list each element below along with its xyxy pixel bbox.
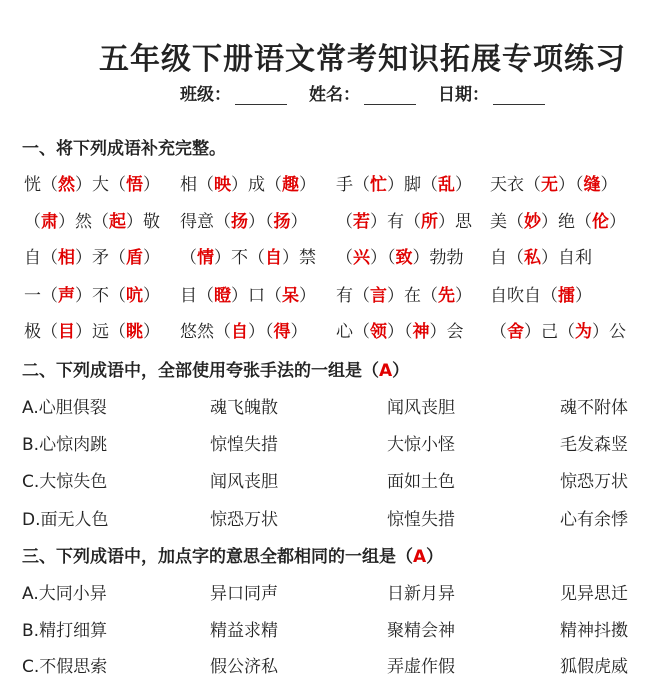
idiom-item: [180, 207, 308, 232]
option-idiom: 闻风丧胆: [210, 472, 278, 492]
idiom-item: [180, 170, 316, 195]
idiom-answer-char[interactable]: 声: [58, 286, 75, 306]
idiom-text: ）: [290, 322, 308, 342]
idiom-text: ）（: [370, 248, 396, 268]
idiom-text: ）（: [248, 212, 274, 232]
idiom-answer-char[interactable]: 妙: [524, 212, 541, 232]
idiom-text: ）公: [592, 322, 626, 342]
idiom-text: ）勃勃: [412, 248, 464, 268]
idiom-text: ）远（: [75, 322, 126, 342]
idiom-row: [0, 281, 665, 309]
idiom-row: [0, 207, 665, 235]
option-idiom: 弄虚作假: [387, 657, 455, 677]
option-row[interactable]: [0, 579, 665, 607]
idiom-answer-char[interactable]: 肃: [41, 212, 58, 232]
idiom-text: ）脚（: [387, 175, 438, 195]
idiom-answer-char[interactable]: 吭: [126, 286, 143, 306]
idiom-text: ）: [143, 248, 160, 268]
idiom-text: 自（: [24, 248, 58, 268]
idiom-text: （: [41, 175, 58, 195]
section2-heading: [22, 356, 409, 381]
option-idiom: D.面无人色: [22, 510, 109, 530]
idiom-answer-char[interactable]: 目: [58, 322, 75, 342]
idiom-text: ）: [299, 286, 316, 306]
option-idiom: A.大同小异: [22, 584, 107, 604]
idiom-answer-char[interactable]: 扬: [231, 212, 248, 232]
option-idiom: B.心惊肉跳: [22, 435, 108, 455]
idiom-answer-char[interactable]: 自: [231, 322, 248, 342]
option-idiom: 惊惶失措: [387, 510, 455, 530]
idiom-item: [490, 207, 626, 232]
option-idiom: 见异思迁: [560, 584, 628, 604]
option-idiom: 心有余悸: [560, 510, 628, 530]
idiom-item: [24, 281, 160, 306]
section2-heading-close: ）: [392, 361, 410, 381]
idiom-answer-char[interactable]: 映: [214, 175, 231, 195]
idiom-text: ）: [290, 212, 308, 232]
idiom-item: [490, 243, 592, 268]
option-idiom: 面如土色: [387, 472, 455, 492]
section2-heading-text: 二、下列成语中，全部使用夸张手法的一组是（: [22, 361, 379, 381]
option-idiom: A.心胆俱裂: [22, 398, 107, 418]
option-idiom: 异口同声: [210, 584, 278, 604]
idiom-answer-char[interactable]: 乱: [438, 175, 455, 195]
idiom-row: [0, 317, 665, 345]
section3-heading: [22, 542, 443, 567]
idiom-text: ）: [600, 175, 618, 195]
option-row[interactable]: [0, 616, 665, 644]
idiom-text: 自吹自（: [490, 286, 558, 306]
student-info-bar: [0, 80, 665, 105]
option-row[interactable]: [0, 430, 665, 458]
idiom-answer-char[interactable]: 相: [58, 248, 75, 268]
option-idiom: 惊惶失措: [210, 435, 278, 455]
idiom-text: ）敬: [126, 212, 160, 232]
idiom-answer-char[interactable]: 扬: [273, 212, 291, 232]
idiom-text: ）: [575, 286, 592, 306]
idiom-text: 恍: [24, 175, 41, 195]
option-row[interactable]: [0, 505, 665, 533]
idiom-text: 心（: [336, 322, 370, 342]
idiom-answer-char[interactable]: 无: [541, 175, 558, 195]
idiom-item: [490, 170, 618, 195]
idiom-answer-char[interactable]: 瞪: [214, 286, 231, 306]
idiom-text: ）: [143, 286, 160, 306]
option-idiom: 精神抖擞: [560, 621, 628, 641]
idiom-text: ）矛（: [75, 248, 126, 268]
idiom-text: （: [180, 248, 197, 268]
class-field: [180, 80, 287, 105]
idiom-text: 目（: [180, 286, 214, 306]
option-row[interactable]: [0, 393, 665, 421]
idiom-text: 相（: [180, 175, 214, 195]
idiom-item: [336, 317, 464, 342]
option-idiom: B.精打细算: [22, 621, 108, 641]
class-blank[interactable]: [235, 86, 287, 105]
idiom-item: [180, 281, 316, 306]
idiom-text: ）然（: [58, 212, 109, 232]
date-field: [438, 80, 545, 105]
idiom-answer-char[interactable]: 舍: [507, 322, 524, 342]
option-idiom: 惊恐万状: [210, 510, 278, 530]
idiom-text: ）: [455, 286, 472, 306]
idiom-item: [24, 243, 160, 268]
option-idiom: 闻风丧胆: [387, 398, 455, 418]
option-idiom: 日新月异: [387, 584, 455, 604]
option-idiom: 惊恐万状: [560, 472, 628, 492]
idiom-answer-char[interactable]: 所: [421, 212, 438, 232]
option-idiom: 聚精会神: [387, 621, 455, 641]
option-idiom: C.大惊失色: [22, 472, 108, 492]
option-idiom: 魂不附体: [560, 398, 628, 418]
idiom-text: 得意（: [180, 212, 231, 232]
idiom-answer-char[interactable]: 擂: [558, 286, 575, 306]
idiom-text: ）会: [429, 322, 464, 342]
idiom-answer-char[interactable]: 得: [273, 322, 291, 342]
idiom-answer-char[interactable]: 起: [109, 212, 126, 232]
idiom-text: ）己（: [524, 322, 575, 342]
idiom-text: ）绝（: [541, 212, 592, 232]
idiom-text: ）（: [558, 175, 584, 195]
option-idiom: 大惊小怪: [387, 435, 455, 455]
section3-heading-text: 三、下列成语中，加点字的意思全都相同的一组是（: [22, 547, 413, 567]
idiom-text: 悠然（: [180, 322, 231, 342]
idiom-item: [336, 207, 472, 232]
section3-heading-close: ）: [426, 547, 444, 567]
idiom-text: ）（: [387, 322, 413, 342]
idiom-item: [490, 281, 592, 306]
idiom-answer-char[interactable]: 致: [395, 248, 413, 268]
option-idiom: 假公济私: [210, 657, 278, 677]
idiom-text: ）: [143, 322, 160, 342]
idiom-item: [336, 170, 472, 195]
idiom-text: ）: [609, 212, 626, 232]
option-row[interactable]: [0, 652, 665, 680]
idiom-answer-char[interactable]: 神: [412, 322, 430, 342]
name-field: [309, 80, 416, 105]
idiom-text: ）有（: [370, 212, 421, 232]
idiom-text: ）: [143, 175, 160, 195]
idiom-item: [180, 317, 308, 342]
option-idiom: 狐假虎威: [560, 657, 628, 677]
idiom-text: 极（: [24, 322, 58, 342]
idiom-answer-char[interactable]: 呆: [282, 286, 299, 306]
idiom-answer-char[interactable]: 私: [524, 248, 541, 268]
idiom-row: [0, 243, 665, 271]
idiom-item: [24, 170, 160, 195]
option-idiom: 毛发森竖: [560, 435, 628, 455]
option-idiom: 魂飞魄散: [210, 398, 278, 418]
idiom-text: ）思: [438, 212, 472, 232]
idiom-text: ）: [455, 175, 472, 195]
section1-heading: 一、将下列成语补充完整。: [22, 139, 226, 159]
idiom-text: 有（: [336, 286, 370, 306]
idiom-item: [180, 243, 316, 268]
idiom-item: [24, 207, 160, 232]
date-label: 日期：: [438, 85, 489, 105]
idiom-item: [490, 317, 626, 342]
date-blank[interactable]: [493, 86, 545, 105]
idiom-text: （: [336, 212, 353, 232]
idiom-answer-char[interactable]: 自: [265, 248, 282, 268]
idiom-text: ）: [299, 175, 316, 195]
idiom-item: [336, 243, 464, 268]
idiom-answer-char[interactable]: 悟: [126, 175, 143, 195]
idiom-answer-char[interactable]: 言: [370, 286, 387, 306]
section3-answer: A: [413, 547, 427, 567]
idiom-text: ）（: [248, 322, 274, 342]
name-blank[interactable]: [364, 86, 416, 105]
idiom-item: [24, 317, 160, 342]
idiom-text: 自（: [490, 248, 524, 268]
idiom-answer-char[interactable]: 伦: [592, 212, 609, 232]
name-label: 姓名：: [309, 85, 360, 105]
idiom-answer-char[interactable]: 情: [197, 248, 214, 268]
idiom-text: ）不（: [75, 286, 126, 306]
idiom-answer-char[interactable]: 眺: [126, 322, 143, 342]
idiom-text: 手（: [336, 175, 370, 195]
idiom-answer-char[interactable]: 盾: [126, 248, 143, 268]
idiom-text: ）不（: [214, 248, 265, 268]
idiom-text: （: [336, 248, 353, 268]
idiom-answer-char[interactable]: 然: [58, 175, 75, 195]
idiom-text: ）在（: [387, 286, 438, 306]
idiom-text: ）大（: [75, 175, 126, 195]
section2-answer: A: [379, 361, 393, 381]
idiom-answer-char[interactable]: 为: [575, 322, 592, 342]
idiom-text: ）口（: [231, 286, 282, 306]
idiom-item: [336, 281, 472, 306]
idiom-row: [0, 170, 665, 198]
idiom-text: ）自利: [541, 248, 592, 268]
class-label: 班级：: [180, 85, 231, 105]
idiom-text: ）禁: [282, 248, 316, 268]
idiom-answer-char[interactable]: 若: [353, 212, 370, 232]
idiom-text: 一（: [24, 286, 58, 306]
idiom-text: 美（: [490, 212, 524, 232]
idiom-answer-char[interactable]: 先: [438, 286, 455, 306]
option-idiom: C.不假思索: [22, 657, 108, 677]
idiom-answer-char[interactable]: 兴: [353, 248, 370, 268]
idiom-answer-char[interactable]: 领: [370, 322, 387, 342]
idiom-text: （: [24, 212, 41, 232]
idiom-answer-char[interactable]: 缝: [583, 175, 601, 195]
page-title: 五年级下册语文常考知识拓展专项练习: [99, 42, 626, 77]
idiom-answer-char[interactable]: 趣: [282, 175, 299, 195]
idiom-text: 天衣（: [490, 175, 541, 195]
idiom-text: （: [490, 322, 507, 342]
idiom-text: ）成（: [231, 175, 282, 195]
option-idiom: 精益求精: [210, 621, 278, 641]
idiom-answer-char[interactable]: 忙: [370, 175, 387, 195]
option-row[interactable]: [0, 467, 665, 495]
